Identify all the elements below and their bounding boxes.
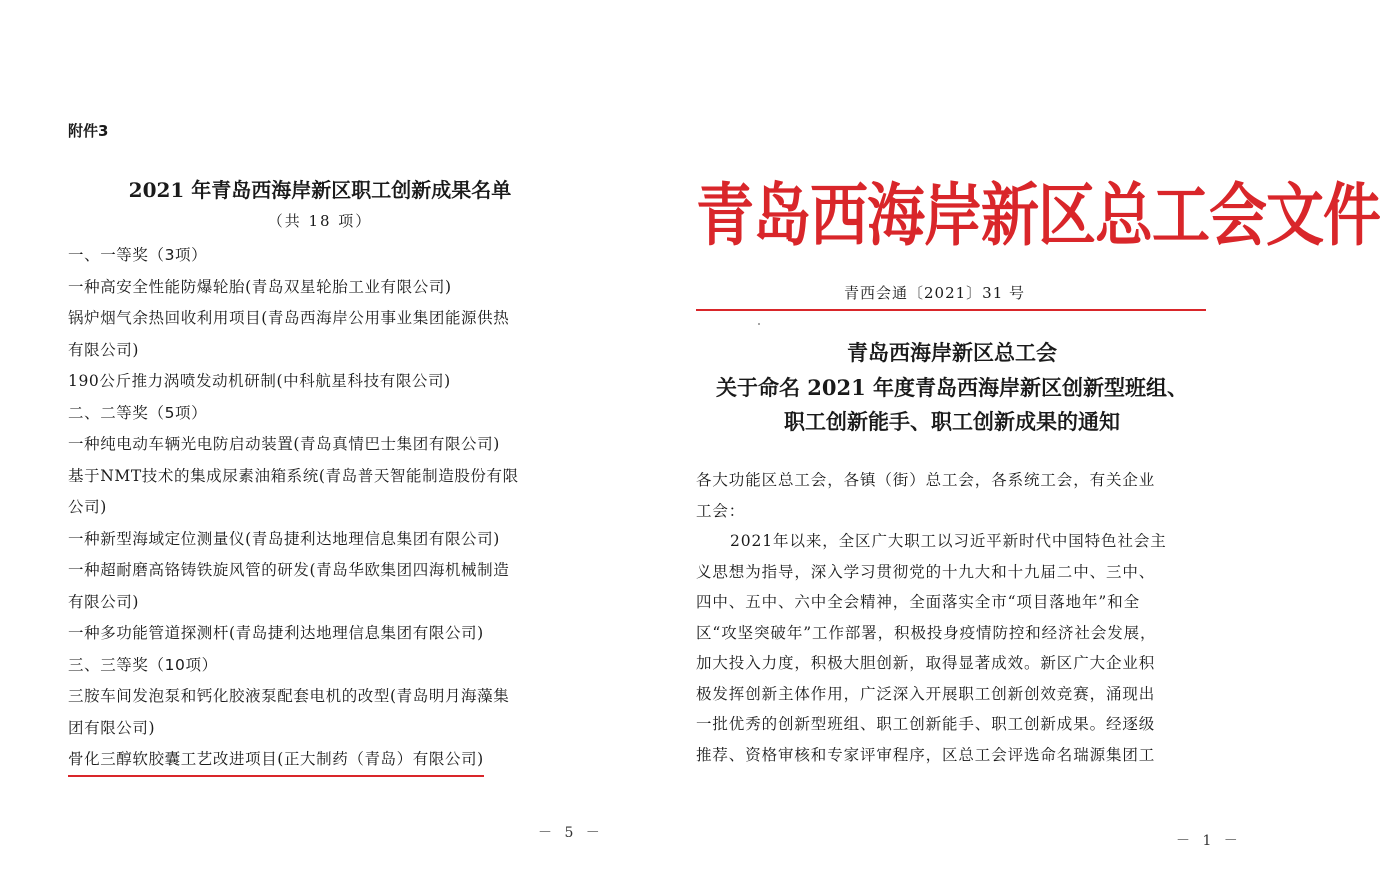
highlighted-award-item: 骨化三醇软胶囊工艺改进项目(正大制药（青岛）有限公司) bbox=[68, 745, 484, 777]
body-line: 极发挥创新主体作用，广泛深入开展职工创新创效竞赛，涌现出 bbox=[696, 684, 1156, 703]
page-number-right: － 1 － bbox=[1176, 833, 1242, 849]
notice-body bbox=[696, 465, 1226, 770]
award-heading: 一、一等奖（3项） bbox=[68, 246, 208, 264]
notice-title-line-3: 职工创新能手、职工创新成果的通知 bbox=[784, 409, 1120, 434]
award-item: 一种新型海域定位测量仪(青岛捷利达地理信息集团有限公司) bbox=[68, 529, 500, 548]
document-number: 青西会通〔2021〕31 号 bbox=[844, 284, 1026, 302]
award-item: 基于NMT技术的集成尿素油箱系统(青岛普天智能制造股份有限 bbox=[68, 466, 519, 485]
page-number-left: － 5 － bbox=[538, 825, 604, 841]
document-banner: 青岛西海岸新区总工会文件 bbox=[696, 175, 1380, 256]
body-line: 区“攻坚突破年”工作部署，积极投身疫情防控和经济社会发展， bbox=[696, 623, 1157, 642]
list-title: 2021 年青岛西海岸新区职工创新成果名单 bbox=[128, 178, 512, 202]
body-line: 加大投入力度，积极大胆创新，取得显著成效。新区广大企业积 bbox=[696, 654, 1156, 672]
right-page bbox=[632, 0, 1380, 894]
award-item: 一种纯电动车辆光电防启动装置(青岛真情巴士集团有限公司) bbox=[68, 435, 500, 453]
award-item: 团有限公司) bbox=[68, 718, 156, 737]
left-page bbox=[0, 0, 632, 894]
body-line: 工会： bbox=[696, 501, 746, 520]
body-line: 义思想为指导，深入学习贯彻党的十九大和十九届二中、三中、 bbox=[696, 562, 1156, 581]
award-item: 一种高安全性能防爆轮胎(青岛双星轮胎工业有限公司) bbox=[68, 277, 452, 296]
body-line: 各大功能区总工会，各镇（街）总工会，各系统工会，有关企业 bbox=[696, 471, 1156, 489]
attachment-label: 附件3 bbox=[68, 122, 109, 140]
body-line: 四中、五中、六中全会精神，全面落实全市“项目落地年”和全 bbox=[696, 593, 1141, 611]
award-item bbox=[68, 744, 598, 776]
red-divider bbox=[696, 309, 1206, 311]
notice-title-line-2: 关于命名 2021 年度青岛西海岸新区创新型班组、 bbox=[715, 375, 1189, 400]
award-heading: 二、二等奖（5项） bbox=[68, 403, 208, 422]
scan-speck bbox=[758, 323, 760, 325]
award-heading: 三、三等奖（10项） bbox=[68, 655, 218, 674]
body-line: 一批优秀的创新型班组、职工创新能手、职工创新成果。经逐级 bbox=[696, 715, 1156, 733]
award-item: 有限公司) bbox=[68, 340, 140, 359]
award-list bbox=[68, 240, 598, 776]
award-item: 一种超耐磨高铬铸铁旋风管的研发(青岛华欧集团四海机械制造 bbox=[68, 561, 510, 579]
award-item: 190公斤推力涡喷发动机研制(中科航星科技有限公司) bbox=[68, 372, 451, 390]
award-item: 一种多功能管道探测杆(青岛捷利达地理信息集团有限公司) bbox=[68, 624, 484, 642]
award-item: 锅炉烟气余热回收利用项目(青岛西海岸公用事业集团能源供热 bbox=[68, 309, 510, 327]
award-item: 三胺车间发泡泵和钙化胶液泵配套电机的改型(青岛明月海藻集 bbox=[68, 687, 510, 705]
list-count: （共 18 项） bbox=[267, 212, 373, 230]
body-line: 推荐、资格审核和专家评审程序，区总工会评选命名瑞源集团工 bbox=[696, 745, 1156, 764]
notice-title-line-1: 青岛西海岸新区总工会 bbox=[847, 340, 1057, 365]
award-item: 有限公司) bbox=[68, 592, 140, 611]
award-item: 公司) bbox=[68, 498, 107, 516]
body-line: 2021年以来，全区广大职工以习近平新时代中国特色社会主 bbox=[730, 532, 1167, 550]
